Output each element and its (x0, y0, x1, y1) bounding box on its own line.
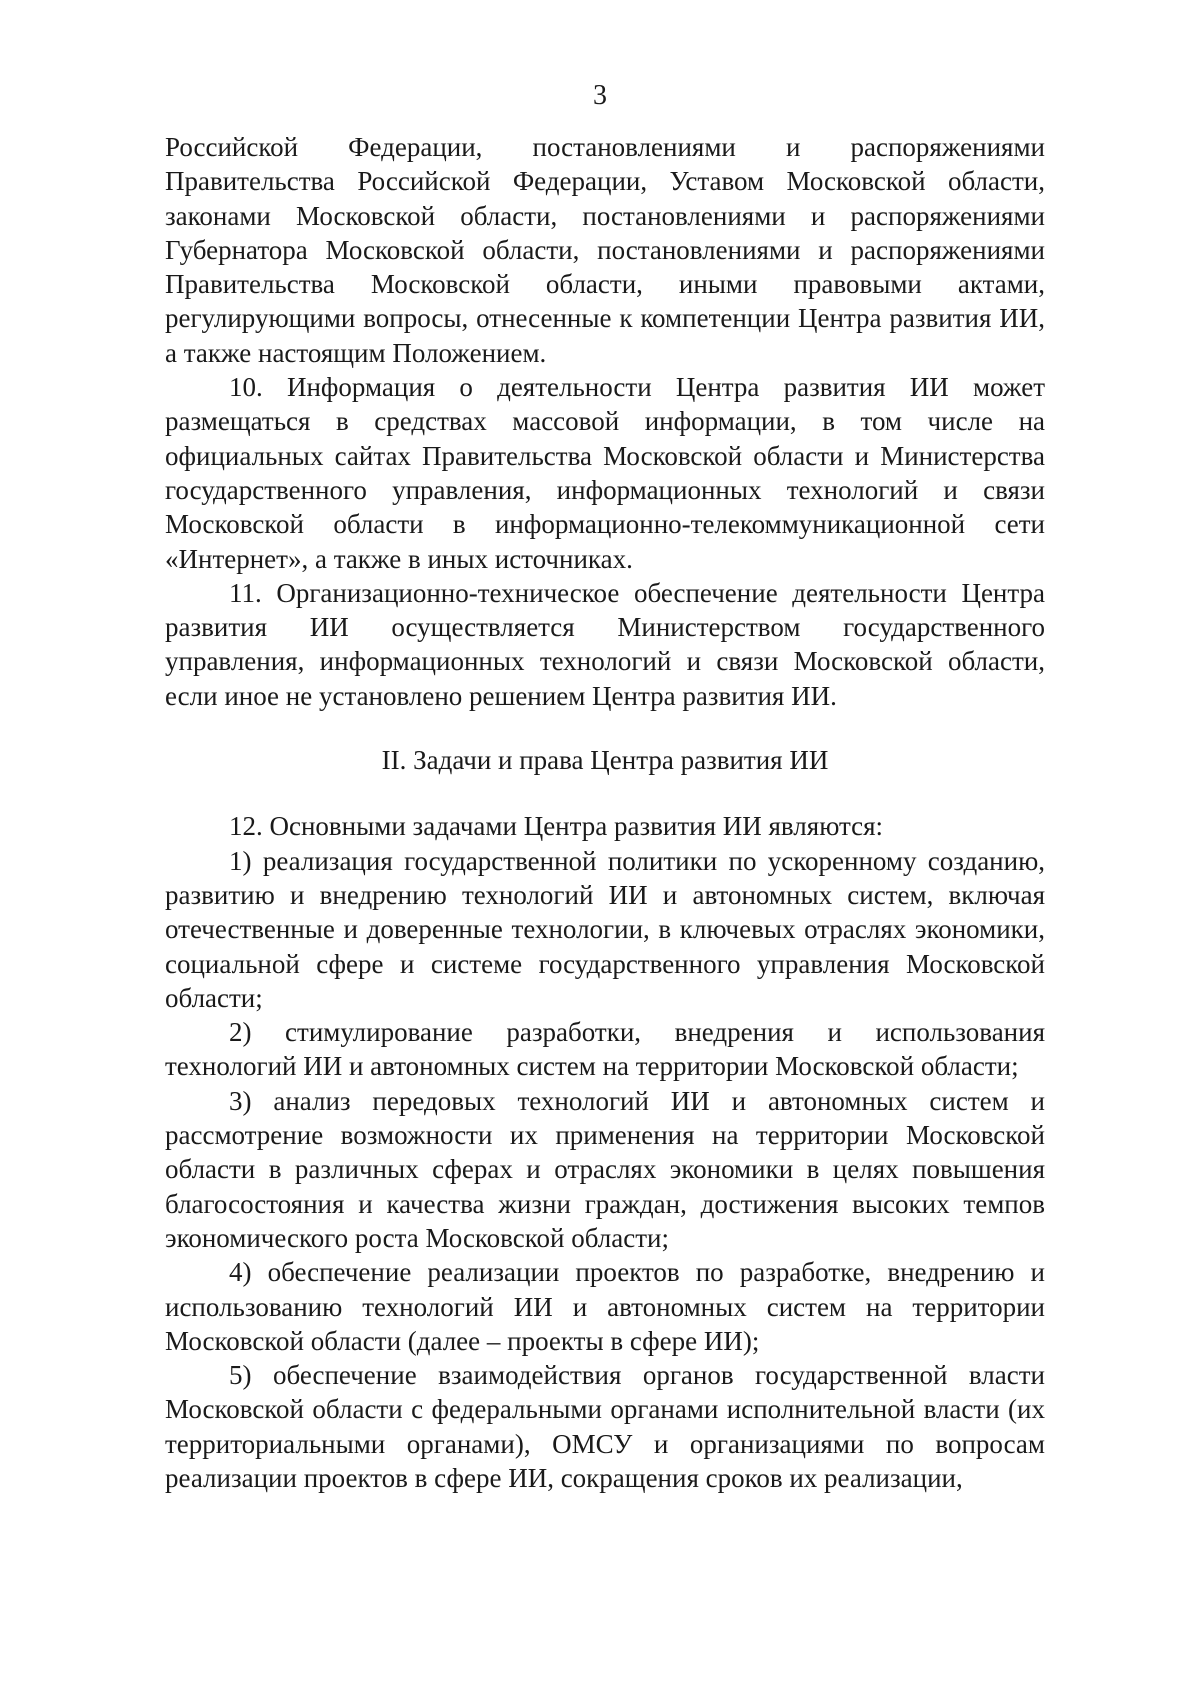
list-item-2: 2) стимулирование разработки, внедрения и использования технологий ИИ и автономных систем на территории Московской области; (165, 1017, 1045, 1082)
list-item-5: 5) обеспечение взаимодействия органов государственной власти Московской области с федеральными органами исполнительной власти (их территориальными органами), ОМСУ и организациями по вопросам реализации проектов в сфере ИИ, сокращения сроков их реализации, (165, 1360, 1045, 1493)
paragraph-11: 11. Организационно-техническое обеспечение деятельности Центра развития ИИ осуществляется Министерством государственного управления, информационных технологий и связи Московской области, если иное не установлено решением Центра развития ИИ. (165, 577, 1045, 711)
list-item-4: 4) обеспечение реализации проектов по разработке, внедрению и использованию технологий ИИ и автономных систем на территории Московской области (далее – проекты в сфере ИИ); (165, 1257, 1045, 1356)
page-number: 3 (593, 80, 607, 111)
paragraph-10: 10. Информация о деятельности Центра развития ИИ может размещаться в средствах массовой информации, в том числе на официальных сайтах Правительства Московской области и Министерства государственного управления, информационных технологий и связи Московской области в информационно-телекоммуникационной сети «Интернет», а также в иных источниках. (165, 372, 1045, 574)
list-item-3: 3) анализ передовых технологий ИИ и автономных систем и рассмотрение возможности их применения на территории Московской области в различных сферах и отраслях экономики в целях повышения благосостояния и качества жизни граждан, достижения высоких темпов экономического роста Московской области; (165, 1085, 1045, 1253)
paragraph-continuation: Российской Федерации, постановлениями и распоряжениями Правительства Российской Федерации, Уставом Московской области, законами Московской области, постановлениями и распоряжениями Губернатора Московской области, постановлениями и распоряжениями Правительства Московской области, иными правовыми актами, регулирующими вопросы, отнесенные к компетенции Центра развития ИИ, а также настоящим Положением. (165, 132, 1045, 368)
list-item-1: 1) реализация государственной политики по ускоренному созданию, развитию и внедрению технологий ИИ и автономных систем, включая отечественные и доверенные технологии, в ключевых отраслях экономики, социальной сфере и системе государственного управления Московской области; (165, 845, 1045, 1013)
document-body (165, 130, 1045, 1495)
paragraph-12: 12. Основными задачами Центра развития ИИ являются: (229, 811, 884, 842)
section-heading: II. Задачи и права Центра развития ИИ (381, 745, 829, 776)
